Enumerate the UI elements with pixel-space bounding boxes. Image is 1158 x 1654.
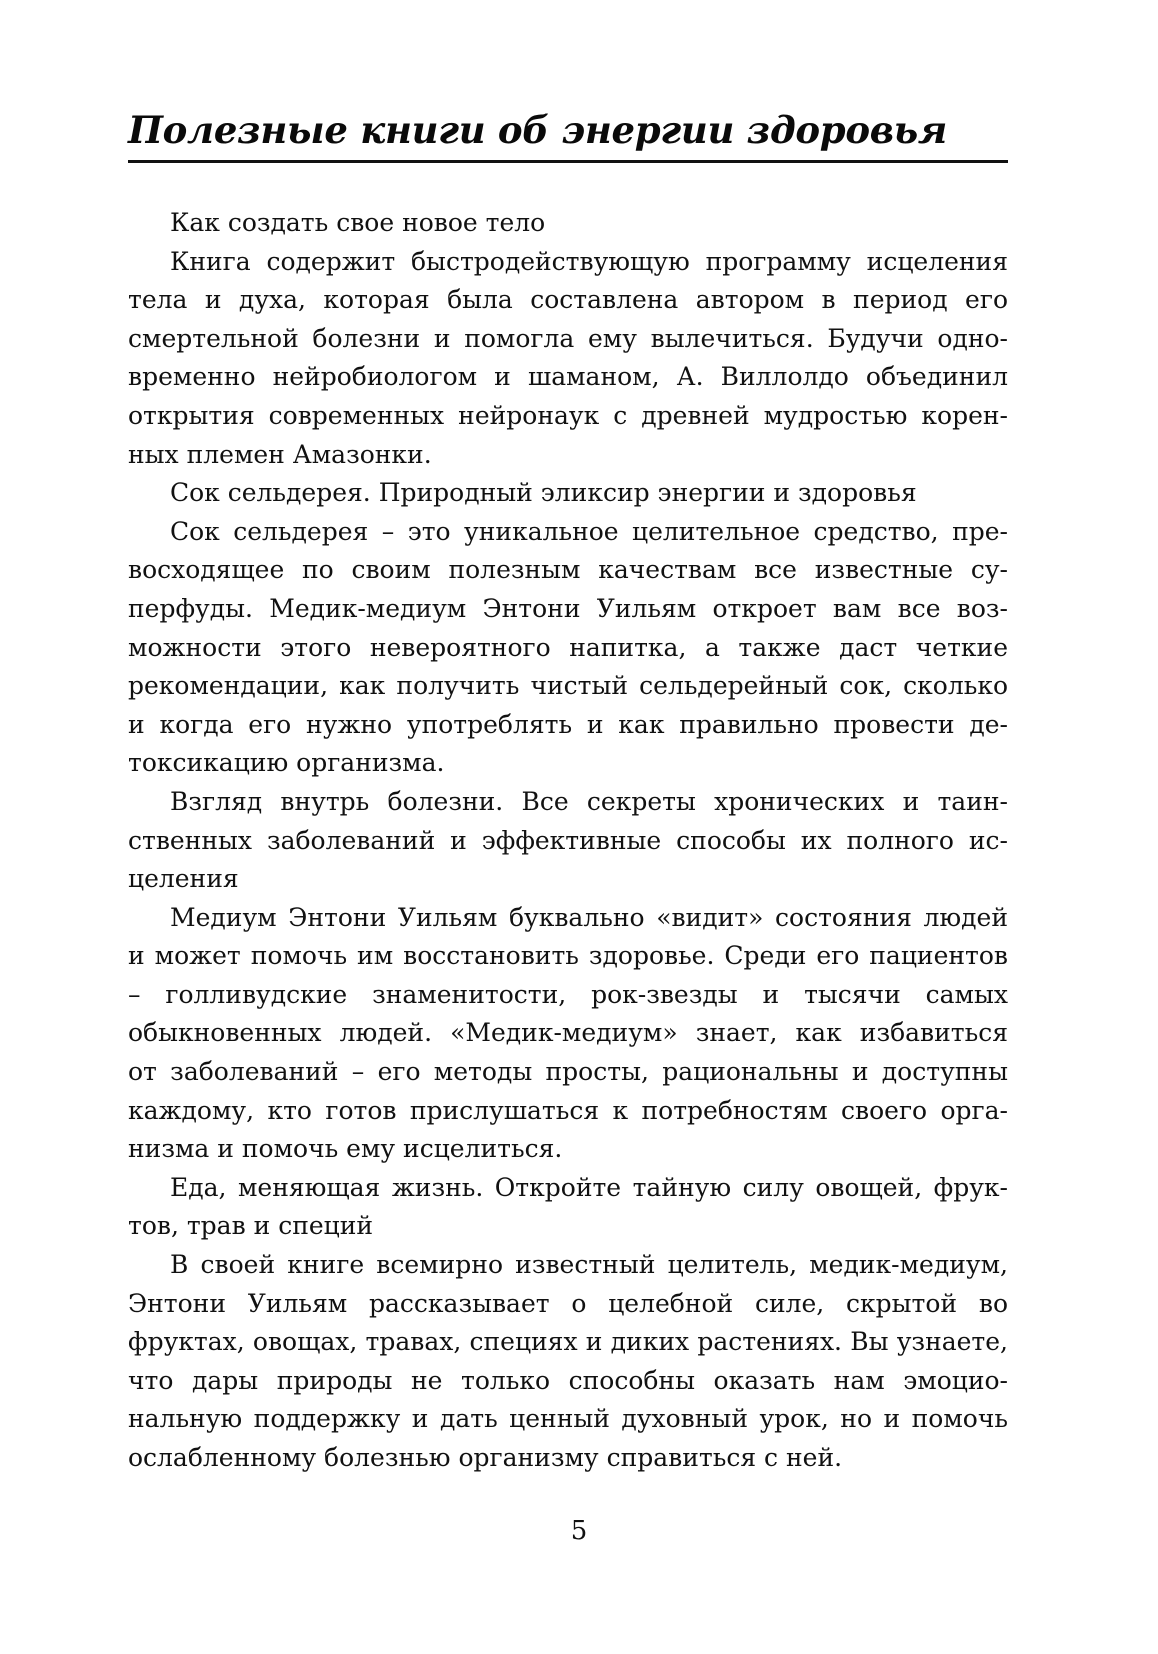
- text-line: низма и помочь ему исцелиться.: [128, 1134, 563, 1164]
- page-number: 5: [570, 1516, 588, 1546]
- text-line: открытия современных нейронаук с древней мудростью корен-: [128, 400, 1008, 430]
- text-line: ослабленному болезнью организму справиться с ней.: [128, 1443, 843, 1472]
- text-line: обыкновенных людей. «Медик-медиум» знает, как избавиться: [128, 1018, 1008, 1048]
- text-line: можности этого невероятного напитка, а также даст четкие: [128, 632, 1008, 662]
- book-title-paragraph: [128, 783, 1008, 899]
- text-line: что дары природы не только способны оказать нам эмоцио-: [128, 1365, 1008, 1395]
- text-line: тов, трав и специй: [128, 1211, 374, 1241]
- text-line: рекомендации, как получить чистый сельдерейный сок, сколько: [128, 671, 1008, 701]
- text-line: смертельной болезни и помогла ему вылечиться. Будучи одно-: [128, 323, 1008, 353]
- text-line: Сок сельдерея – это уникальное целительное средство, пре-: [170, 516, 1008, 546]
- book-description-paragraph: [128, 899, 1008, 1169]
- text-line: Книга содержит быстродействующую программу исцеления: [170, 246, 1008, 276]
- book-title-paragraph: [128, 1169, 1008, 1246]
- book-description-paragraph: [128, 513, 1008, 783]
- book-title-paragraph: [128, 474, 1008, 513]
- text-line: В своей книге всемирно известный целитель, медик-медиум,: [170, 1250, 1008, 1280]
- text-line: и когда его нужно употреблять и как правильно провести де-: [128, 709, 1008, 739]
- text-line: Медиум Энтони Уильям буквально «видит» состояния людей: [170, 902, 1008, 932]
- text-line: – голливудские знаменитости, рок-звезды и тысячи самых: [128, 979, 1008, 1009]
- book-description-paragraph: [128, 243, 1008, 475]
- text-line: каждому, кто готов прислушаться к потребностям своего орга-: [128, 1095, 1008, 1125]
- text-line: перфуды. Медик-медиум Энтони Уильям откроет вам все воз-: [128, 593, 1008, 623]
- text-line: и может помочь им восстановить здоровье. Среди его пациентов: [128, 941, 1008, 971]
- text-line: Еда, меняющая жизнь. Откройте тайную силу овощей, фрук-: [170, 1172, 1008, 1202]
- book-description-paragraph: [128, 1246, 1008, 1478]
- text-line: Энтони Уильям рассказывает о целебной силе, скрытой во: [128, 1288, 1008, 1318]
- text-line: фруктах, овощах, травах, специях и диких растениях. Вы узнаете,: [128, 1327, 1008, 1357]
- text-line: целения: [128, 864, 239, 894]
- text-line: Взгляд внутрь болезни. Все секреты хронических и таин-: [170, 786, 1008, 816]
- text-line: Как создать свое новое тело: [170, 208, 546, 237]
- text-line: ных племен Амазонки.: [128, 439, 432, 469]
- text-line: токсикацию организма.: [128, 748, 445, 778]
- heading-underline: [128, 160, 1008, 163]
- text-line: временно нейробиологом и шаманом, А. Виллолдо объединил: [128, 362, 1008, 392]
- text-line: восходящее по своим полезным качествам все известные су-: [128, 555, 1008, 585]
- page-heading: Полезные книги об энергии здоровья: [128, 108, 947, 152]
- text-line: нальную поддержку и дать ценный духовный урок, но и помочь: [128, 1404, 1008, 1434]
- text-line: от заболеваний – его методы просты, рациональны и доступны: [128, 1057, 1008, 1087]
- text-line: Сок сельдерея. Природный эликсир энергии и здоровья: [170, 478, 917, 508]
- text-line: ственных заболеваний и эффективные способы их полного ис-: [128, 825, 1008, 855]
- text-line: тела и духа, которая была составлена автором в период его: [128, 285, 1008, 315]
- body-text: [128, 204, 1008, 1478]
- book-title-paragraph: [128, 204, 1008, 243]
